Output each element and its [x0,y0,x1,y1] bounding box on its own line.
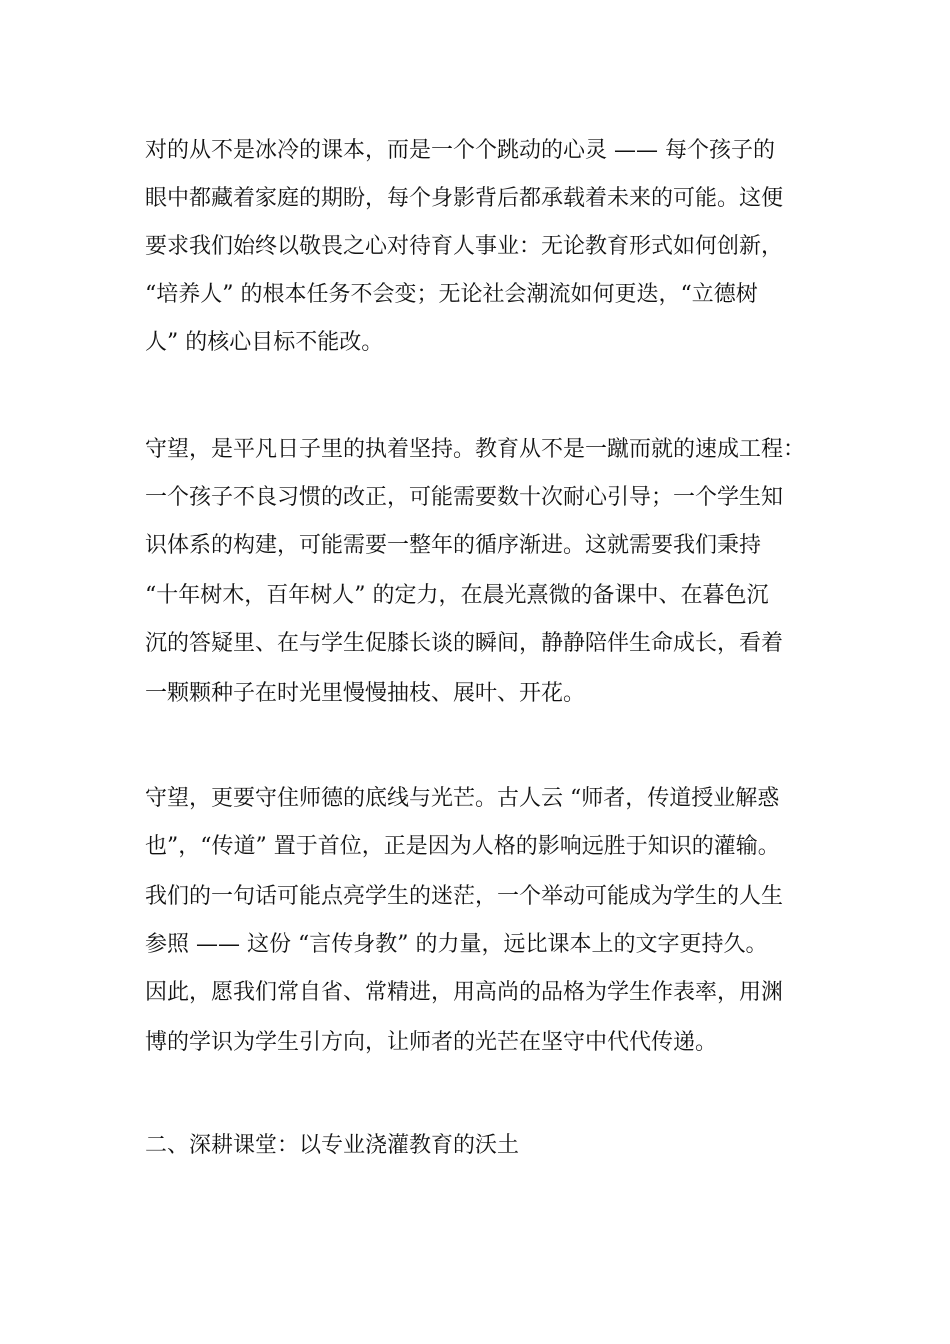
text-line: 我们的一句话可能点亮学生的迷茫，一个举动可能成为学生的人生 [145,884,784,909]
text-line: 一个孩子不良习惯的改正，可能需要数十次耐心引导；一个学生知 [145,485,784,510]
text-line: “十年树木，百年树人” 的定力，在晨光熹微的备课中、在暮色沉 [145,583,769,608]
text-line: 也”，“传道” 置于首位，正是因为人格的影响远胜于知识的灌输。 [145,834,780,859]
text-line: 要求我们始终以敬畏之心对待育人事业：无论教育形式如何创新， [145,234,784,259]
text-line: 眼中都藏着家庭的期盼，每个身影背后都承载着未来的可能。这便 [145,186,784,211]
text-line: 守望，更要守住师德的底线与光芒。古人云 “师者，传道授业解惑 [145,786,780,811]
text-line: 对的从不是冰冷的课本，而是一个个跳动的心灵 —— 每个孩子的 [145,138,775,163]
text-line: 一颗颗种子在时光里慢慢抽枝、展叶、开花。 [145,681,586,706]
text-line: “培养人” 的根本任务不会变；无论社会潮流如何更迭，“立德树 [145,282,758,307]
text-line: 人” 的核心目标不能改。 [145,330,384,355]
section-heading: 二、深耕课堂：以专业浇灌教育的沃土 [145,1133,520,1158]
text-line: 识体系的构建，可能需要一整年的循序渐进。这就需要我们秉持 [145,533,762,558]
text-line: 因此，愿我们常自省、常精进，用高尚的品格为学生作表率，用渊 [145,980,784,1005]
text-line: 博的学识为学生引方向，让师者的光芒在坚守中代代传递。 [145,1030,718,1055]
text-line: 守望，是平凡日子里的执着坚持。教育从不是一蹴而就的速成工程： [145,437,806,462]
text-line: 沉的答疑里、在与学生促膝长谈的瞬间，静静陪伴生命成长，看着 [145,631,784,656]
text-line: 参照 —— 这份 “言传身教” 的力量，远比课本上的文字更持久。 [145,932,768,957]
